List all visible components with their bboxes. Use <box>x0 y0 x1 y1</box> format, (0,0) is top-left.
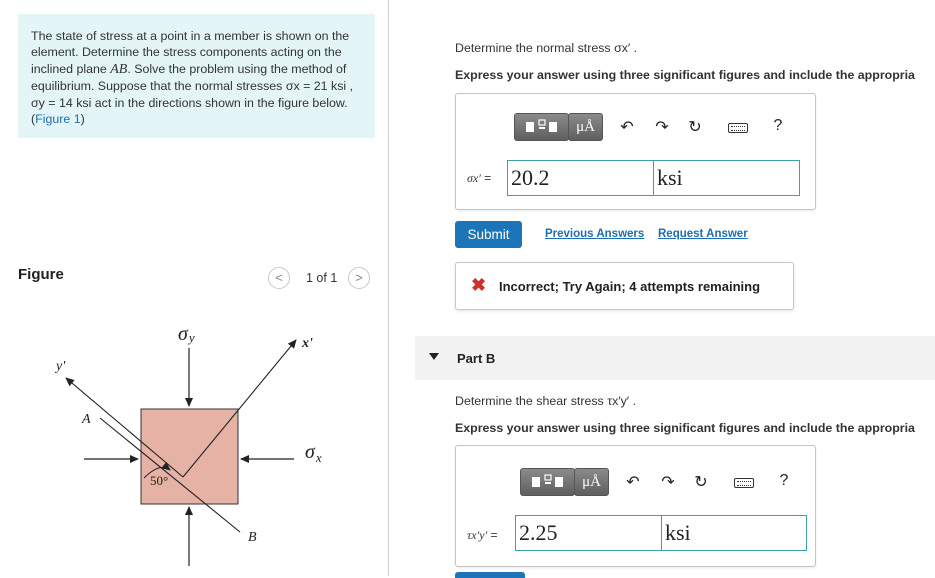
figure-link[interactable]: Figure 1 <box>35 112 81 127</box>
undo-icon[interactable]: ↶ <box>620 119 634 136</box>
point-b-label: B <box>248 530 257 545</box>
problem-plane: AB <box>110 61 128 77</box>
part-b-submit-button[interactable] <box>455 572 525 578</box>
templates-button[interactable] <box>514 113 569 141</box>
submit-button[interactable]: Submit <box>455 221 522 248</box>
part-b-unit-input[interactable]: ksi <box>661 515 807 551</box>
reset-icon[interactable]: ↻ <box>694 474 708 491</box>
angle-label: 50° <box>150 473 169 488</box>
collapse-icon[interactable] <box>429 353 439 360</box>
keyboard-icon[interactable] <box>728 123 748 133</box>
problem-sigma-x: σx = 21 ksi <box>285 79 347 94</box>
part-b-equals: = <box>487 528 498 542</box>
previous-answers-link[interactable]: Previous Answers <box>545 228 645 240</box>
part-a-value-input[interactable]: 20.2 <box>507 160 654 196</box>
point-a-label: A <box>82 412 91 427</box>
feedback-message: Incorrect; Try Again; 4 attempts remaining <box>499 279 761 294</box>
units-button[interactable]: μÅ <box>574 468 609 496</box>
request-answer-link[interactable]: Request Answer <box>658 228 748 240</box>
part-b-answer-box <box>455 445 816 567</box>
part-a-equals: = <box>480 171 492 185</box>
part-a-answer-label <box>467 171 491 186</box>
redo-icon[interactable]: ↷ <box>661 474 675 491</box>
stress-element <box>141 409 238 504</box>
sigma-x-label: $\sigma_x$ <box>305 441 322 465</box>
figure-pager <box>268 267 374 293</box>
stress-element-figure <box>0 300 385 576</box>
problem-sigma-y: σy = 14 ksi <box>31 95 92 110</box>
next-figure-button[interactable]: > <box>348 267 370 289</box>
prev-figure-button[interactable]: < <box>268 267 290 289</box>
figure-title: Figure <box>18 266 64 283</box>
part-b-prompt: Determine the shear stress τx′y′ . <box>455 394 637 408</box>
incorrect-icon: ✖ <box>471 275 487 295</box>
reset-icon[interactable]: ↻ <box>688 119 702 136</box>
problem-text-1: The state of stress at a point in a member is shown on the element. Determine the stress components acting on the inclined plane <box>31 29 350 76</box>
templates-button[interactable] <box>520 468 575 496</box>
part-b-answer-label <box>467 528 498 543</box>
panel-divider <box>388 0 389 576</box>
figure-count: 1 of 1 <box>306 271 338 285</box>
part-a-toolbar <box>514 113 804 143</box>
units-button[interactable]: μÅ <box>568 113 603 141</box>
y-prime-label: y' <box>56 359 66 374</box>
part-a-symbol: σx′ <box>467 171 481 185</box>
undo-icon[interactable]: ↶ <box>626 474 640 491</box>
part-a-unit-input[interactable]: ksi <box>653 160 800 196</box>
help-icon[interactable]: ? <box>779 472 789 489</box>
x-prime-label: x' <box>302 336 313 351</box>
redo-icon[interactable]: ↷ <box>655 119 669 136</box>
part-b-value-input[interactable]: 2.25 <box>515 515 662 551</box>
part-b-instruction: Express your answer using three significant figures and include the appropria <box>455 421 915 435</box>
part-a-prompt: Determine the normal stress σx′ . <box>455 41 638 55</box>
sigma-y-label: σy <box>178 323 195 345</box>
part-b-toolbar <box>520 468 810 498</box>
help-icon[interactable]: ? <box>773 117 783 134</box>
feedback-box <box>455 262 794 310</box>
problem-text-3: act in the directions shown in the figure below. ( <box>31 95 348 127</box>
part-a-answer-box <box>455 93 816 210</box>
problem-separator: , <box>346 79 354 94</box>
keyboard-icon[interactable] <box>734 478 754 488</box>
part-b-header[interactable] <box>415 336 935 380</box>
part-b-symbol: τx′y′ <box>467 528 488 542</box>
problem-text-2: . Solve the problem using the method of equilibrium. Suppose that the normal stresses <box>31 61 347 94</box>
problem-statement <box>18 14 375 138</box>
problem-text-4: ) <box>80 112 85 127</box>
part-b-title: Part B <box>457 351 496 366</box>
part-a-instruction: Express your answer using three significant figures and include the appropria <box>455 68 915 82</box>
